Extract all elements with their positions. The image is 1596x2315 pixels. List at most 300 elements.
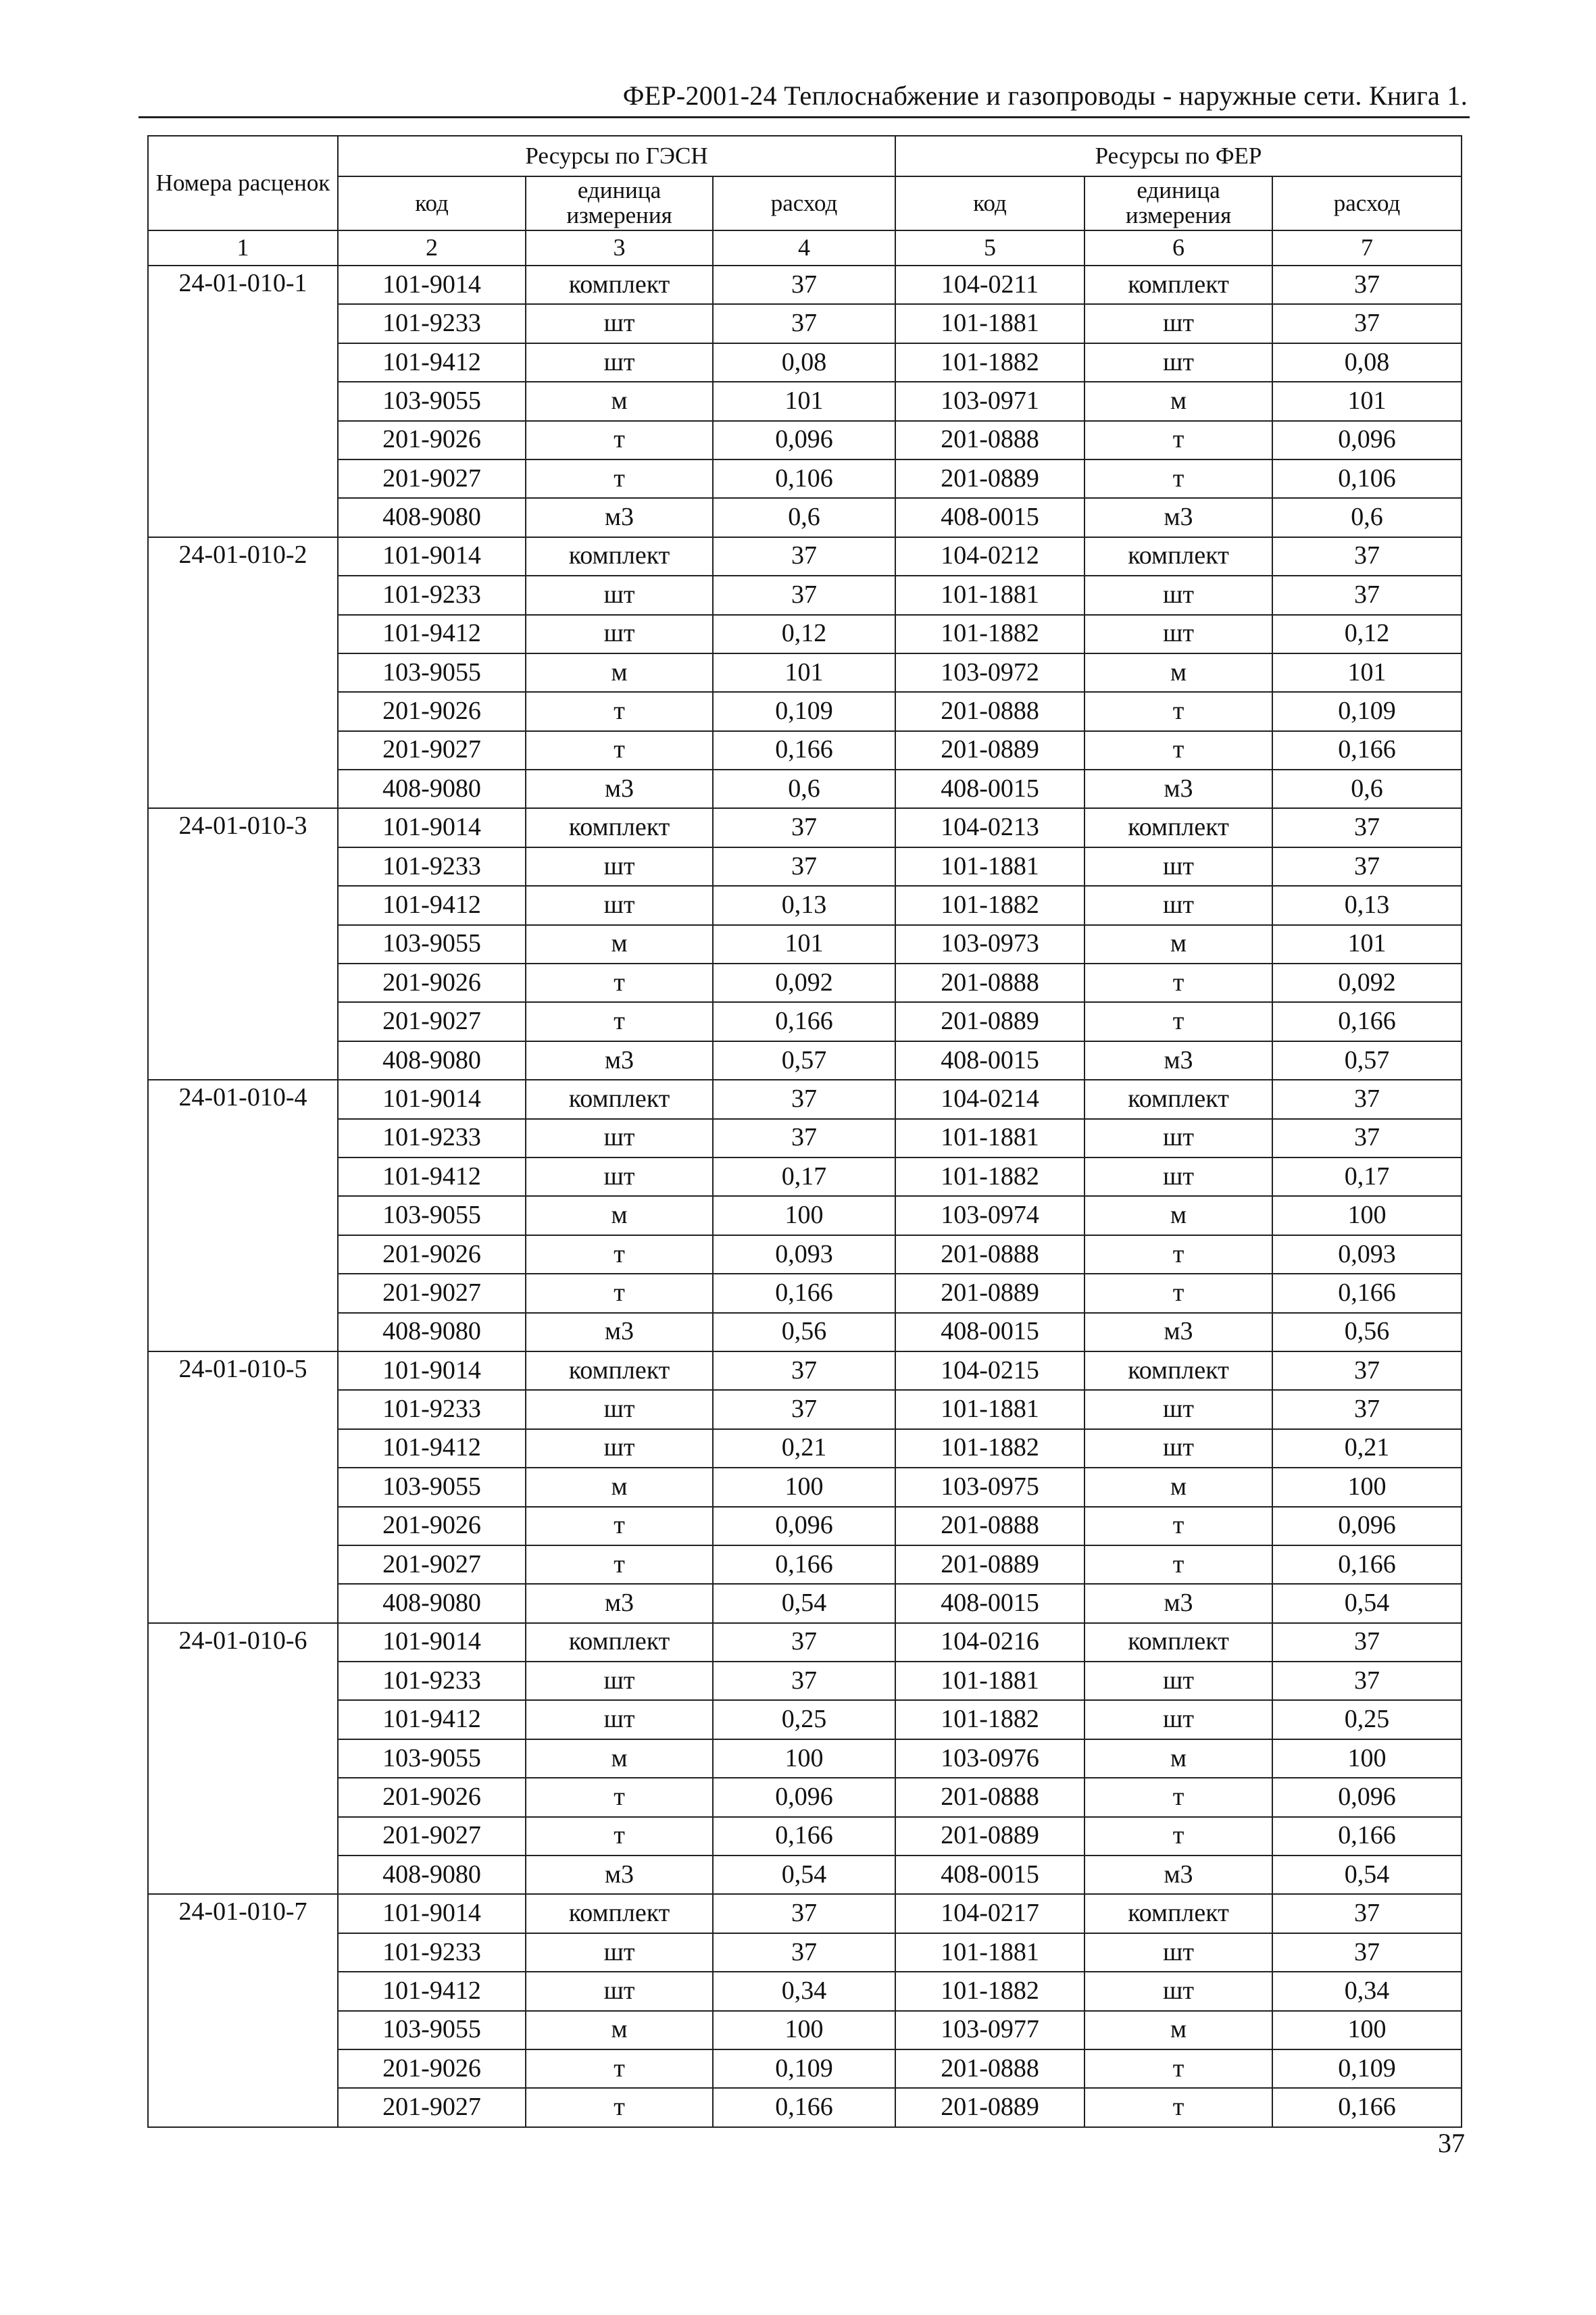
column-index-row bbox=[148, 230, 1462, 266]
gesn-code-cell: 201-9026 bbox=[338, 1778, 526, 1816]
column-index-cell: 3 bbox=[526, 230, 713, 266]
gesn-unit-cell: шт bbox=[526, 1933, 713, 1972]
table-row bbox=[148, 886, 1462, 924]
fer-amount-cell: 37 bbox=[1272, 266, 1462, 304]
col-header-gesn-unit: единица измерения bbox=[526, 176, 713, 230]
fer-amount-cell: 0,166 bbox=[1272, 2088, 1462, 2126]
gesn-code-cell: 201-9027 bbox=[338, 1274, 526, 1312]
fer-code-cell: 104-0216 bbox=[895, 1623, 1084, 1662]
gesn-amount-cell: 37 bbox=[713, 1623, 895, 1662]
rate-number-cell: 24-01-010-5 bbox=[148, 1351, 338, 1623]
table-row bbox=[148, 537, 1462, 576]
gesn-amount-cell: 0,096 bbox=[713, 421, 895, 459]
table-row bbox=[148, 1468, 1462, 1506]
fer-unit-cell: шт bbox=[1084, 1972, 1272, 2010]
table-row bbox=[148, 498, 1462, 537]
fer-code-cell: 101-1881 bbox=[895, 576, 1084, 614]
gesn-amount-cell: 0,6 bbox=[713, 498, 895, 537]
fer-amount-cell: 0,17 bbox=[1272, 1158, 1462, 1196]
gesn-unit-cell: т bbox=[526, 692, 713, 730]
gesn-unit-cell: шт bbox=[526, 1158, 713, 1196]
col-header-fer-amount: расход bbox=[1272, 176, 1462, 230]
fer-amount-cell: 0,093 bbox=[1272, 1235, 1462, 1274]
fer-unit-cell: т bbox=[1084, 1778, 1272, 1816]
gesn-code-cell: 101-9412 bbox=[338, 615, 526, 653]
fer-unit-cell: т bbox=[1084, 1274, 1272, 1312]
fer-amount-cell: 0,092 bbox=[1272, 964, 1462, 1002]
gesn-amount-cell: 37 bbox=[713, 1080, 895, 1118]
fer-amount-cell: 0,6 bbox=[1272, 770, 1462, 808]
gesn-amount-cell: 0,56 bbox=[713, 1313, 895, 1351]
gesn-amount-cell: 0,109 bbox=[713, 2049, 895, 2088]
gesn-amount-cell: 0,57 bbox=[713, 1041, 895, 1080]
fer-code-cell: 104-0217 bbox=[895, 1894, 1084, 1933]
gesn-unit-cell: комплект bbox=[526, 808, 713, 847]
gesn-unit-cell: шт bbox=[526, 615, 713, 653]
fer-unit-cell: м bbox=[1084, 2011, 1272, 2049]
fer-amount-cell: 37 bbox=[1272, 1623, 1462, 1662]
table-row bbox=[148, 1080, 1462, 1118]
gesn-unit-cell: шт bbox=[526, 304, 713, 343]
gesn-unit-cell: шт bbox=[526, 343, 713, 382]
table-row bbox=[148, 1700, 1462, 1739]
table-row bbox=[148, 1119, 1462, 1158]
table-row bbox=[148, 1002, 1462, 1041]
fer-unit-cell: шт bbox=[1084, 1933, 1272, 1972]
gesn-code-cell: 103-9055 bbox=[338, 2011, 526, 2049]
table-row bbox=[148, 1933, 1462, 1972]
gesn-amount-cell: 100 bbox=[713, 1739, 895, 1778]
fer-amount-cell: 37 bbox=[1272, 1351, 1462, 1390]
fer-amount-cell: 0,109 bbox=[1272, 692, 1462, 730]
rate-number-cell: 24-01-010-1 bbox=[148, 266, 338, 537]
table-row bbox=[148, 1507, 1462, 1545]
fer-code-cell: 201-0888 bbox=[895, 964, 1084, 1002]
rate-number-cell: 24-01-010-7 bbox=[148, 1894, 338, 2126]
rate-number-cell: 24-01-010-4 bbox=[148, 1080, 338, 1351]
fer-amount-cell: 37 bbox=[1272, 537, 1462, 576]
fer-amount-cell: 100 bbox=[1272, 2011, 1462, 2049]
gesn-amount-cell: 0,106 bbox=[713, 459, 895, 498]
fer-unit-cell: т bbox=[1084, 731, 1272, 770]
gesn-amount-cell: 37 bbox=[713, 266, 895, 304]
fer-amount-cell: 0,12 bbox=[1272, 615, 1462, 653]
gesn-code-cell: 201-9026 bbox=[338, 1235, 526, 1274]
gesn-amount-cell: 37 bbox=[713, 1119, 895, 1158]
header-rule bbox=[139, 116, 1470, 118]
fer-unit-cell: м3 bbox=[1084, 498, 1272, 537]
gesn-code-cell: 408-9080 bbox=[338, 498, 526, 537]
table-row bbox=[148, 1739, 1462, 1778]
gesn-code-cell: 201-9027 bbox=[338, 1002, 526, 1041]
fer-unit-cell: т bbox=[1084, 1002, 1272, 1041]
table-row bbox=[148, 1429, 1462, 1468]
gesn-unit-cell: комплект bbox=[526, 266, 713, 304]
gesn-amount-cell: 37 bbox=[713, 537, 895, 576]
table-row bbox=[148, 1584, 1462, 1622]
gesn-amount-cell: 0,166 bbox=[713, 1817, 895, 1856]
fer-code-cell: 101-1882 bbox=[895, 886, 1084, 924]
column-index-cell: 1 bbox=[148, 230, 338, 266]
gesn-code-cell: 201-9027 bbox=[338, 731, 526, 770]
fer-code-cell: 101-1881 bbox=[895, 847, 1084, 886]
table-row bbox=[148, 808, 1462, 847]
header-row-groups bbox=[148, 136, 1462, 176]
gesn-unit-cell: шт bbox=[526, 847, 713, 886]
gesn-code-cell: 201-9026 bbox=[338, 2049, 526, 2088]
gesn-amount-cell: 0,54 bbox=[713, 1856, 895, 1894]
col-header-fer-code: код bbox=[895, 176, 1084, 230]
fer-unit-cell: м bbox=[1084, 1739, 1272, 1778]
fer-unit-cell: т bbox=[1084, 1545, 1272, 1584]
table-row bbox=[148, 847, 1462, 886]
gesn-unit-cell: шт bbox=[526, 1662, 713, 1700]
fer-amount-cell: 0,166 bbox=[1272, 1545, 1462, 1584]
gesn-code-cell: 408-9080 bbox=[338, 1313, 526, 1351]
gesn-code-cell: 103-9055 bbox=[338, 653, 526, 692]
gesn-unit-cell: комплект bbox=[526, 1080, 713, 1118]
fer-unit-cell: шт bbox=[1084, 1662, 1272, 1700]
gesn-amount-cell: 0,166 bbox=[713, 2088, 895, 2126]
fer-unit-cell: м3 bbox=[1084, 1313, 1272, 1351]
col-header-gesn-code: код bbox=[338, 176, 526, 230]
fer-unit-cell: м bbox=[1084, 1196, 1272, 1235]
gesn-code-cell: 103-9055 bbox=[338, 382, 526, 420]
fer-unit-cell: т bbox=[1084, 1235, 1272, 1274]
fer-amount-cell: 37 bbox=[1272, 847, 1462, 886]
gesn-amount-cell: 37 bbox=[713, 1662, 895, 1700]
gesn-unit-cell: м3 bbox=[526, 1584, 713, 1622]
table-row bbox=[148, 304, 1462, 343]
fer-amount-cell: 0,166 bbox=[1272, 1817, 1462, 1856]
gesn-code-cell: 101-9412 bbox=[338, 886, 526, 924]
gesn-code-cell: 408-9080 bbox=[338, 1584, 526, 1622]
table-row bbox=[148, 382, 1462, 420]
gesn-code-cell: 101-9233 bbox=[338, 1119, 526, 1158]
gesn-amount-cell: 37 bbox=[713, 304, 895, 343]
gesn-amount-cell: 100 bbox=[713, 1468, 895, 1506]
fer-amount-cell: 101 bbox=[1272, 653, 1462, 692]
table-row bbox=[148, 343, 1462, 382]
table-row bbox=[148, 2011, 1462, 2049]
gesn-unit-cell: т bbox=[526, 1545, 713, 1584]
gesn-code-cell: 201-9026 bbox=[338, 964, 526, 1002]
gesn-code-cell: 408-9080 bbox=[338, 1041, 526, 1080]
fer-code-cell: 101-1881 bbox=[895, 1933, 1084, 1972]
table-row bbox=[148, 2049, 1462, 2088]
gesn-code-cell: 101-9233 bbox=[338, 576, 526, 614]
fer-code-cell: 101-1882 bbox=[895, 615, 1084, 653]
gesn-unit-cell: т bbox=[526, 421, 713, 459]
gesn-unit-cell: м bbox=[526, 2011, 713, 2049]
gesn-code-cell: 101-9014 bbox=[338, 266, 526, 304]
gesn-amount-cell: 0,08 bbox=[713, 343, 895, 382]
fer-unit-cell: шт bbox=[1084, 615, 1272, 653]
gesn-code-cell: 103-9055 bbox=[338, 925, 526, 964]
fer-code-cell: 103-0971 bbox=[895, 382, 1084, 420]
column-index-cell: 5 bbox=[895, 230, 1084, 266]
gesn-code-cell: 101-9233 bbox=[338, 1662, 526, 1700]
gesn-code-cell: 408-9080 bbox=[338, 1856, 526, 1894]
gesn-code-cell: 101-9014 bbox=[338, 808, 526, 847]
gesn-amount-cell: 37 bbox=[713, 847, 895, 886]
table-row bbox=[148, 1856, 1462, 1894]
fer-code-cell: 201-0889 bbox=[895, 1274, 1084, 1312]
table-row bbox=[148, 266, 1462, 304]
col-header-fer: Ресурсы по ФЕР bbox=[895, 136, 1462, 176]
fer-unit-cell: комплект bbox=[1084, 1080, 1272, 1118]
table-head bbox=[148, 136, 1462, 230]
gesn-unit-cell: м3 bbox=[526, 1041, 713, 1080]
fer-amount-cell: 0,54 bbox=[1272, 1584, 1462, 1622]
gesn-code-cell: 101-9014 bbox=[338, 1080, 526, 1118]
gesn-code-cell: 101-9014 bbox=[338, 537, 526, 576]
fer-amount-cell: 0,25 bbox=[1272, 1700, 1462, 1739]
gesn-amount-cell: 37 bbox=[713, 576, 895, 614]
gesn-unit-cell: т bbox=[526, 1507, 713, 1545]
gesn-code-cell: 101-9014 bbox=[338, 1623, 526, 1662]
gesn-code-cell: 201-9027 bbox=[338, 2088, 526, 2126]
table-row bbox=[148, 1235, 1462, 1274]
gesn-unit-cell: комплект bbox=[526, 1623, 713, 1662]
gesn-unit-cell: комплект bbox=[526, 537, 713, 576]
fer-amount-cell: 37 bbox=[1272, 304, 1462, 343]
fer-unit-cell: м bbox=[1084, 925, 1272, 964]
fer-unit-cell: шт bbox=[1084, 1158, 1272, 1196]
table-row bbox=[148, 1274, 1462, 1312]
fer-code-cell: 101-1882 bbox=[895, 1700, 1084, 1739]
fer-code-cell: 101-1881 bbox=[895, 1662, 1084, 1700]
fer-unit-cell: комплект bbox=[1084, 1351, 1272, 1390]
fer-unit-cell: шт bbox=[1084, 343, 1272, 382]
gesn-unit-cell: т bbox=[526, 459, 713, 498]
gesn-amount-cell: 37 bbox=[713, 1351, 895, 1390]
fer-amount-cell: 101 bbox=[1272, 925, 1462, 964]
fer-unit-cell: т bbox=[1084, 2088, 1272, 2126]
fer-amount-cell: 100 bbox=[1272, 1739, 1462, 1778]
fer-code-cell: 104-0211 bbox=[895, 266, 1084, 304]
fer-amount-cell: 0,109 bbox=[1272, 2049, 1462, 2088]
fer-unit-cell: м bbox=[1084, 1468, 1272, 1506]
gesn-unit-cell: м3 bbox=[526, 770, 713, 808]
fer-code-cell: 103-0976 bbox=[895, 1739, 1084, 1778]
fer-unit-cell: т bbox=[1084, 692, 1272, 730]
gesn-code-cell: 201-9026 bbox=[338, 421, 526, 459]
page-number: 37 bbox=[1438, 2128, 1465, 2158]
table-row bbox=[148, 653, 1462, 692]
gesn-unit-cell: т bbox=[526, 2049, 713, 2088]
gesn-amount-cell: 100 bbox=[713, 2011, 895, 2049]
gesn-unit-cell: м3 bbox=[526, 1856, 713, 1894]
fer-code-cell: 101-1882 bbox=[895, 1972, 1084, 2010]
table-row bbox=[148, 731, 1462, 770]
fer-amount-cell: 0,56 bbox=[1272, 1313, 1462, 1351]
gesn-amount-cell: 0,096 bbox=[713, 1778, 895, 1816]
gesn-code-cell: 201-9027 bbox=[338, 459, 526, 498]
fer-code-cell: 104-0214 bbox=[895, 1080, 1084, 1118]
fer-code-cell: 101-1882 bbox=[895, 343, 1084, 382]
gesn-code-cell: 103-9055 bbox=[338, 1196, 526, 1235]
gesn-code-cell: 101-9412 bbox=[338, 1158, 526, 1196]
page-header-title: ФЕР-2001-24 Теплоснабжение и газопроводы - наружные сети. Книга 1. bbox=[622, 80, 1468, 111]
gesn-unit-cell: м3 bbox=[526, 498, 713, 537]
fer-amount-cell: 37 bbox=[1272, 1662, 1462, 1700]
fer-unit-cell: шт bbox=[1084, 886, 1272, 924]
gesn-amount-cell: 101 bbox=[713, 653, 895, 692]
fer-amount-cell: 0,096 bbox=[1272, 421, 1462, 459]
gesn-unit-cell: т bbox=[526, 964, 713, 1002]
rate-number-cell: 24-01-010-6 bbox=[148, 1623, 338, 1895]
fer-code-cell: 201-0888 bbox=[895, 2049, 1084, 2088]
fer-amount-cell: 37 bbox=[1272, 1894, 1462, 1933]
gesn-unit-cell: шт bbox=[526, 1429, 713, 1468]
gesn-code-cell: 201-9026 bbox=[338, 692, 526, 730]
gesn-unit-cell: т bbox=[526, 1778, 713, 1816]
fer-code-cell: 101-1881 bbox=[895, 1390, 1084, 1428]
gesn-code-cell: 101-9412 bbox=[338, 1700, 526, 1739]
fer-unit-cell: м3 bbox=[1084, 1584, 1272, 1622]
fer-code-cell: 104-0212 bbox=[895, 537, 1084, 576]
column-index-cell: 6 bbox=[1084, 230, 1272, 266]
fer-amount-cell: 0,166 bbox=[1272, 1274, 1462, 1312]
table-row bbox=[148, 1041, 1462, 1080]
fer-amount-cell: 0,13 bbox=[1272, 886, 1462, 924]
gesn-code-cell: 201-9027 bbox=[338, 1817, 526, 1856]
fer-unit-cell: шт bbox=[1084, 1119, 1272, 1158]
col-header-gesn: Ресурсы по ГЭСН bbox=[338, 136, 895, 176]
gesn-code-cell: 101-9233 bbox=[338, 847, 526, 886]
gesn-amount-cell: 0,25 bbox=[713, 1700, 895, 1739]
fer-amount-cell: 0,08 bbox=[1272, 343, 1462, 382]
gesn-unit-cell: шт bbox=[526, 1972, 713, 2010]
rate-number-cell: 24-01-010-2 bbox=[148, 537, 338, 809]
gesn-unit-cell: т bbox=[526, 2088, 713, 2126]
gesn-code-cell: 101-9014 bbox=[338, 1351, 526, 1390]
gesn-code-cell: 408-9080 bbox=[338, 770, 526, 808]
fer-unit-cell: т bbox=[1084, 421, 1272, 459]
table-row bbox=[148, 1158, 1462, 1196]
gesn-amount-cell: 0,17 bbox=[713, 1158, 895, 1196]
fer-amount-cell: 100 bbox=[1272, 1468, 1462, 1506]
table-row bbox=[148, 1623, 1462, 1662]
table-row bbox=[148, 1972, 1462, 2010]
table-row bbox=[148, 1894, 1462, 1933]
gesn-code-cell: 103-9055 bbox=[338, 1739, 526, 1778]
fer-amount-cell: 37 bbox=[1272, 1080, 1462, 1118]
gesn-unit-cell: комплект bbox=[526, 1894, 713, 1933]
table-row bbox=[148, 459, 1462, 498]
gesn-code-cell: 101-9233 bbox=[338, 1933, 526, 1972]
fer-code-cell: 104-0215 bbox=[895, 1351, 1084, 1390]
table-row bbox=[148, 1390, 1462, 1428]
fer-code-cell: 201-0888 bbox=[895, 421, 1084, 459]
fer-unit-cell: м bbox=[1084, 653, 1272, 692]
table-row bbox=[148, 2088, 1462, 2126]
fer-code-cell: 201-0888 bbox=[895, 1507, 1084, 1545]
table-row bbox=[148, 925, 1462, 964]
gesn-amount-cell: 0,6 bbox=[713, 770, 895, 808]
col-header-gesn-amount: расход bbox=[713, 176, 895, 230]
gesn-code-cell: 101-9233 bbox=[338, 304, 526, 343]
gesn-unit-cell: м3 bbox=[526, 1313, 713, 1351]
gesn-code-cell: 101-9412 bbox=[338, 343, 526, 382]
col-header-rate-numbers: Номера расценок bbox=[148, 136, 338, 230]
fer-code-cell: 104-0213 bbox=[895, 808, 1084, 847]
fer-unit-cell: м3 bbox=[1084, 1856, 1272, 1894]
fer-unit-cell: т bbox=[1084, 1507, 1272, 1545]
fer-code-cell: 201-0889 bbox=[895, 2088, 1084, 2126]
gesn-unit-cell: м bbox=[526, 653, 713, 692]
fer-unit-cell: комплект bbox=[1084, 1623, 1272, 1662]
fer-amount-cell: 100 bbox=[1272, 1196, 1462, 1235]
fer-amount-cell: 37 bbox=[1272, 1119, 1462, 1158]
fer-code-cell: 408-0015 bbox=[895, 498, 1084, 537]
gesn-amount-cell: 0,13 bbox=[713, 886, 895, 924]
fer-code-cell: 101-1881 bbox=[895, 304, 1084, 343]
fer-code-cell: 201-0889 bbox=[895, 1817, 1084, 1856]
fer-amount-cell: 37 bbox=[1272, 1933, 1462, 1972]
fer-unit-cell: шт bbox=[1084, 1700, 1272, 1739]
gesn-amount-cell: 100 bbox=[713, 1196, 895, 1235]
fer-code-cell: 101-1882 bbox=[895, 1158, 1084, 1196]
gesn-unit-cell: т bbox=[526, 731, 713, 770]
gesn-amount-cell: 0,093 bbox=[713, 1235, 895, 1274]
gesn-amount-cell: 0,54 bbox=[713, 1584, 895, 1622]
fer-code-cell: 408-0015 bbox=[895, 1313, 1084, 1351]
fer-unit-cell: шт bbox=[1084, 304, 1272, 343]
header-row-subcolumns bbox=[148, 176, 1462, 230]
fer-amount-cell: 0,106 bbox=[1272, 459, 1462, 498]
table-row bbox=[148, 615, 1462, 653]
fer-code-cell: 201-0889 bbox=[895, 1545, 1084, 1584]
fer-unit-cell: комплект bbox=[1084, 808, 1272, 847]
fer-code-cell: 201-0889 bbox=[895, 459, 1084, 498]
gesn-amount-cell: 37 bbox=[713, 1894, 895, 1933]
table-row bbox=[148, 1196, 1462, 1235]
fer-code-cell: 408-0015 bbox=[895, 770, 1084, 808]
gesn-amount-cell: 0,21 bbox=[713, 1429, 895, 1468]
fer-amount-cell: 0,096 bbox=[1272, 1507, 1462, 1545]
table-row bbox=[148, 1351, 1462, 1390]
table-row bbox=[148, 1662, 1462, 1700]
gesn-amount-cell: 0,166 bbox=[713, 1545, 895, 1584]
gesn-code-cell: 101-9014 bbox=[338, 1894, 526, 1933]
fer-unit-cell: т bbox=[1084, 459, 1272, 498]
fer-code-cell: 103-0973 bbox=[895, 925, 1084, 964]
gesn-amount-cell: 0,166 bbox=[713, 1002, 895, 1041]
fer-unit-cell: м bbox=[1084, 382, 1272, 420]
fer-unit-cell: шт bbox=[1084, 576, 1272, 614]
fer-code-cell: 408-0015 bbox=[895, 1856, 1084, 1894]
table-row bbox=[148, 1817, 1462, 1856]
gesn-unit-cell: шт bbox=[526, 1700, 713, 1739]
gesn-amount-cell: 0,096 bbox=[713, 1507, 895, 1545]
fer-unit-cell: шт bbox=[1084, 1429, 1272, 1468]
table-row bbox=[148, 576, 1462, 614]
table-row bbox=[148, 1313, 1462, 1351]
table-row bbox=[148, 1545, 1462, 1584]
gesn-amount-cell: 37 bbox=[713, 1390, 895, 1428]
fer-amount-cell: 0,34 bbox=[1272, 1972, 1462, 2010]
col-header-fer-unit: единица измерения bbox=[1084, 176, 1272, 230]
gesn-unit-cell: т bbox=[526, 1002, 713, 1041]
gesn-unit-cell: шт bbox=[526, 886, 713, 924]
table-row bbox=[148, 770, 1462, 808]
gesn-amount-cell: 37 bbox=[713, 1933, 895, 1972]
fer-amount-cell: 101 bbox=[1272, 382, 1462, 420]
fer-amount-cell: 0,6 bbox=[1272, 498, 1462, 537]
column-index-cell: 7 bbox=[1272, 230, 1462, 266]
